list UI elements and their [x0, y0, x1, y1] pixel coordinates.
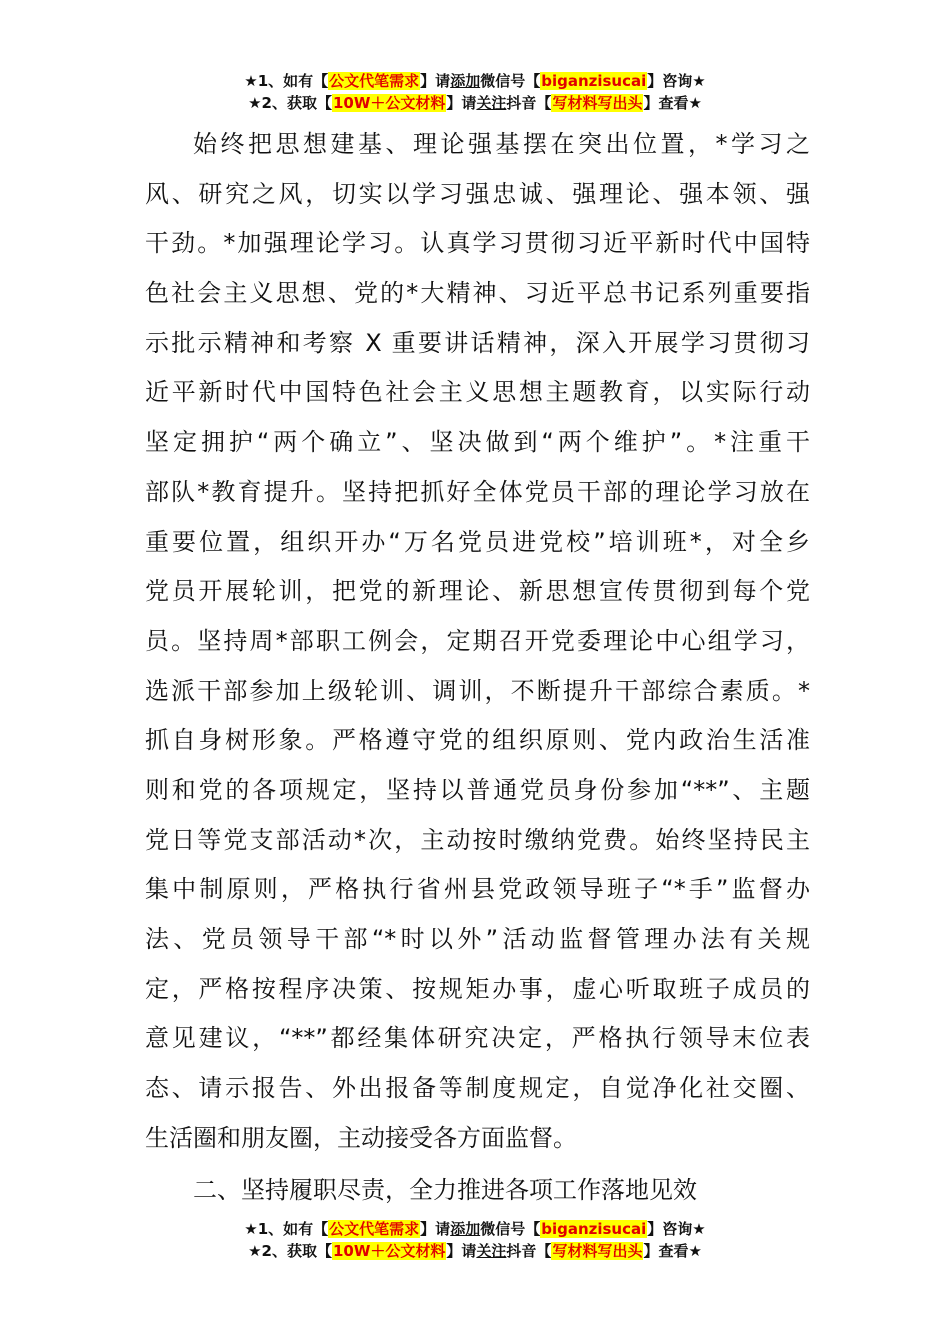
text-line: 选派干部参加上级轮训、调训，不断提升干部综合素质。*	[145, 676, 810, 705]
text-line: 法、党员领导干部“*时以外”活动监督管理办法有关规	[145, 925, 810, 953]
douyin-account: 写材料写出头	[552, 1242, 643, 1260]
promo-highlight: 10W＋公文材料	[332, 94, 446, 112]
text-line: 干劲。*加强理论学习。认真学习贯彻习近平新时代中国特	[145, 229, 810, 258]
text-line: 集中制原则，严格执行省州县党政领导班子“*手”监督办	[145, 875, 810, 904]
text-line: 风、研究之风，切实以学习强忠诚、强理论、强本领、强	[145, 179, 810, 208]
wechat-id: biganzisucai	[541, 72, 647, 90]
text-line: 色社会主义思想、党的*大精神、习近平总书记系列重要指	[145, 279, 810, 308]
text-line: 意见建议，“**”都经集体研究决定，严格执行领导末位表	[145, 1024, 810, 1053]
promo-highlight: 10W＋公文材料	[332, 1242, 446, 1260]
wechat-id: biganzisucai	[541, 1220, 647, 1238]
promo-line-2: ★2、获取【10W＋公文材料】请关注抖音【写材料写出头】查看★	[248, 1242, 702, 1260]
text-line: 态、请示报告、外出报备等制度规定，自觉净化社交圈、	[145, 1074, 810, 1103]
text-line: 则和党的各项规定，坚持以普通党员身份参加“**”、主题	[145, 775, 810, 804]
body-paragraph	[145, 120, 810, 1163]
promo-line-1: ★1、如有【公文代笔需求】请添加微信号【biganzisucai】咨询★	[244, 1220, 706, 1238]
promo-line-1: ★1、如有【公文代笔需求】请添加微信号【biganzisucai】咨询★	[244, 72, 706, 90]
text-line: 始终把思想建基、理论强基摆在突出位置，*学习之	[193, 130, 810, 158]
text-line: 生活圈和朋友圈，主动接受各方面监督。	[145, 1123, 577, 1152]
text-line: 党日等党支部活动*次，主动按时缴纳党费。始终坚持民主	[145, 825, 810, 854]
douyin-account: 写材料写出头	[552, 94, 643, 112]
text-line: 定，严格按程序决策、按规矩办事，虚心听取班子成员的	[145, 974, 810, 1003]
promo-banner-bottom	[0, 1218, 950, 1262]
section-heading: 二、坚持履职尽责，全力推进各项工作落地见效	[193, 1176, 697, 1204]
text-line: 党员开展轮训，把党的新理论、新思想宣传贯彻到每个党	[145, 577, 810, 606]
text-line: 示批示精神和考察 X 重要讲话精神，深入开展学习贯彻习	[145, 328, 810, 357]
promo-banner-top	[0, 70, 950, 114]
text-line: 抓自身树形象。严格遵守党的组织原则、党内政治生活准	[145, 726, 810, 755]
text-line: 部队*教育提升。坚持把抓好全体党员干部的理论学习放在	[145, 477, 810, 506]
text-line: 近平新时代中国特色社会主义思想主题教育，以实际行动	[145, 378, 810, 407]
promo-line-2: ★2、获取【10W＋公文材料】请关注抖音【写材料写出头】查看★	[248, 94, 702, 112]
promo-highlight: 公文代笔需求	[329, 1220, 420, 1238]
promo-highlight: 公文代笔需求	[329, 72, 420, 90]
text-line: 员。坚持周*部职工例会，定期召开党委理论中心组学习，	[145, 626, 810, 655]
text-line: 重要位置，组织开办“万名党员进党校”培训班*，对全乡	[145, 527, 810, 556]
text-line: 坚定拥护“两个确立”、坚决做到“两个维护”。*注重干	[145, 428, 810, 457]
